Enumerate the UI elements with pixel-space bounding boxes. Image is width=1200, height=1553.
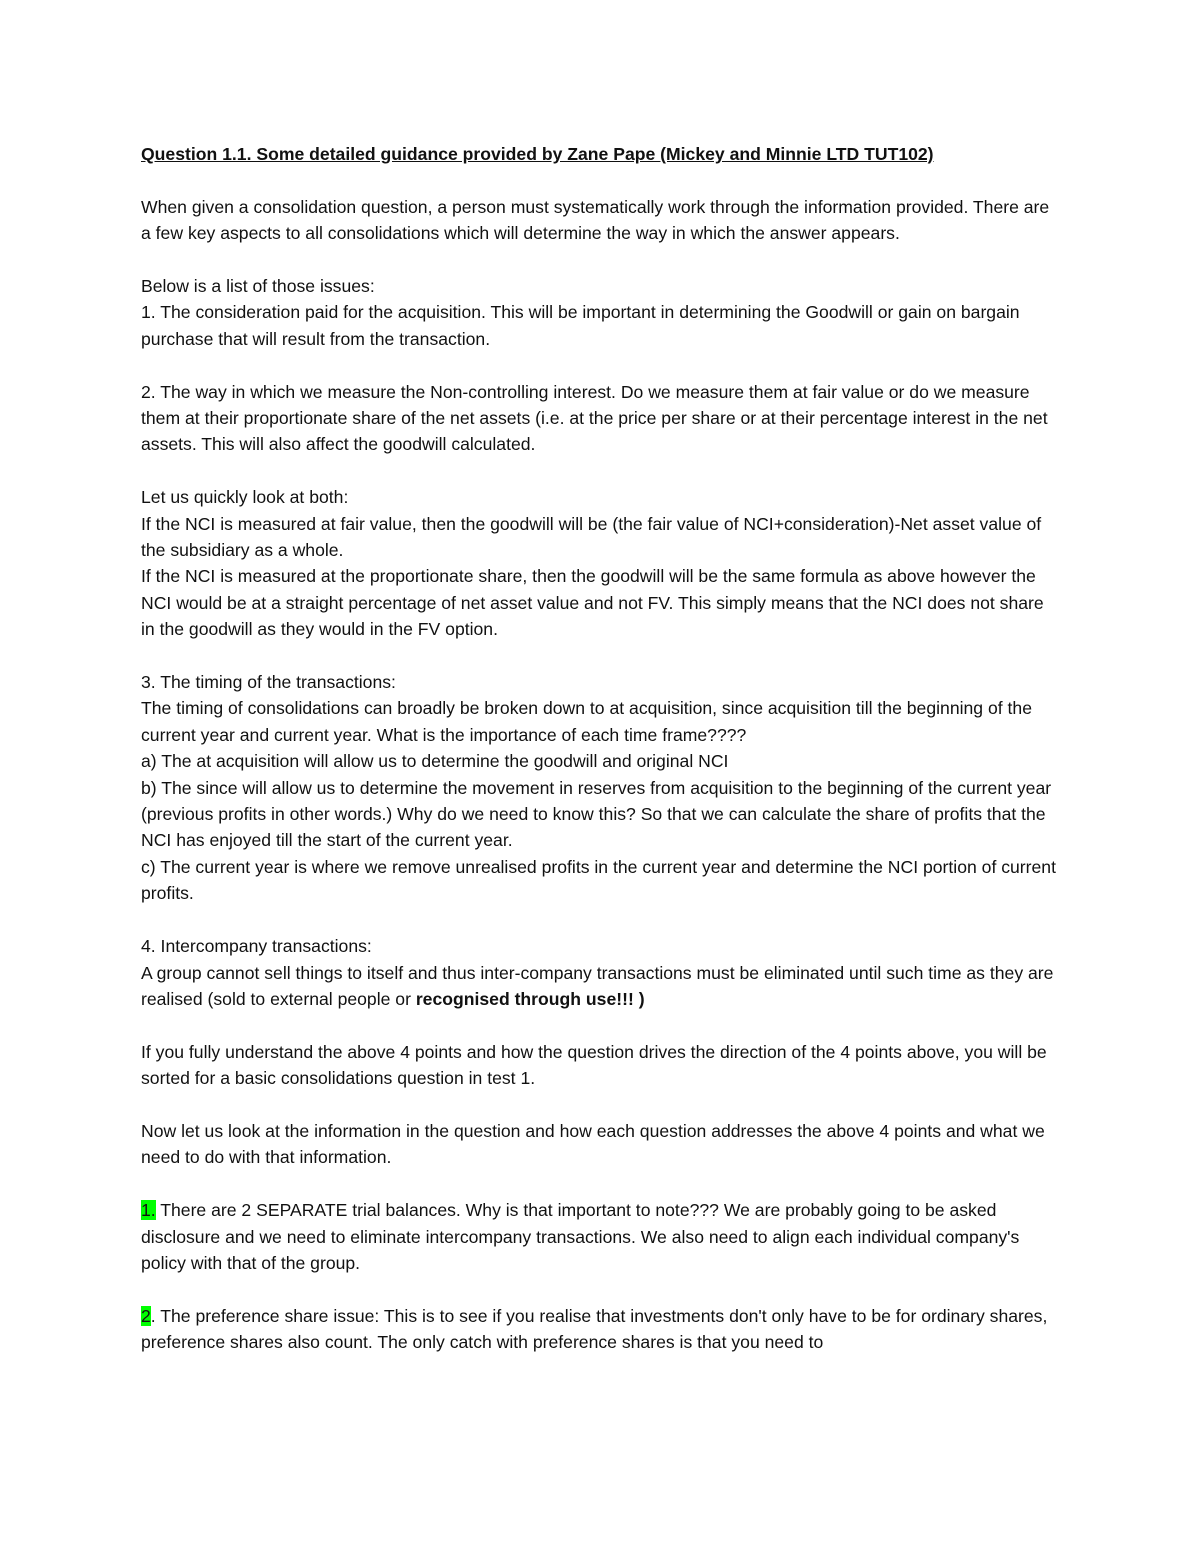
- point-4-body: [141, 960, 1061, 1013]
- spacer: [141, 1092, 1061, 1118]
- point-4-text: A group cannot sell things to itself and thus inter-company transactions must be eliminated until such time as they are realised (sold to external people or: [141, 962, 1054, 1009]
- spacer: [141, 907, 1061, 933]
- point-3-heading: 3. The timing of the transactions:: [141, 672, 396, 693]
- point-3-body: The timing of consolidations can broadly be broken down to at acquisition, since acquisition till the beginning of the current year and current year. What is the importance of each time frame????: [141, 698, 1032, 745]
- nci-fair-value: If the NCI is measured at fair value, then the goodwill will be (the fair value of NCI+consideration)-Net asset value of the subsidiary as a whole.: [141, 513, 1042, 561]
- intro-paragraph: When given a consolidation question, a person must systematically work through the information provided. There are a few key aspects to all consolidations which will determine the way in which the answer appears.: [141, 196, 1050, 244]
- spacer: [141, 1171, 1061, 1197]
- question-point-1-text: There are 2 SEPARATE trial balances. Why is that important to note??? We are probably going to be asked disclosure and we need to eliminate intercompany transactions. We also need to align each individual company's policy with that of the group.: [141, 1200, 1020, 1273]
- highlight-marker-1: 1.: [141, 1200, 156, 1221]
- spacer: [141, 352, 1061, 378]
- point-3-c: c) The current year is where we remove unrealised profits in the current year and determine the NCI portion of current profits.: [141, 856, 1056, 904]
- spacer: [141, 1012, 1061, 1038]
- question-point-2-text: . The preference share issue: This is to see if you realise that investments don't only have to be for ordinary shares, preference shares also count. The only catch with preference shares is that you need to: [141, 1305, 1048, 1353]
- question-point-1: [141, 1197, 1061, 1276]
- point-3-a: a) The at acquisition will allow us to determine the goodwill and original NCI: [141, 751, 729, 772]
- spacer: [141, 458, 1061, 484]
- document-page: [141, 141, 1061, 1356]
- both-intro: Let us quickly look at both:: [141, 487, 349, 508]
- document-title: Question 1.1. Some detailed guidance provided by Zane Pape (Mickey and Minnie LTD TUT102): [141, 144, 934, 164]
- now-paragraph: Now let us look at the information in the question and how each question addresses the above 4 points and what we need to do with that information.: [141, 1120, 1045, 1168]
- spacer: [141, 1276, 1061, 1302]
- point-1: 1. The consideration paid for the acquisition. This will be important in determining the Goodwill or gain on bargain purchase that will result from the transaction.: [141, 302, 1020, 349]
- spacer: [141, 247, 1061, 273]
- question-point-2: [141, 1303, 1061, 1356]
- understand-paragraph: If you fully understand the above 4 points and how the question drives the direction of the 4 points above, you will be sorted for a basic consolidations question in test 1.: [141, 1041, 1047, 1089]
- point-3-b: b) The since will allow us to determine the movement in reserves from acquisition to the beginning of the current year (previous profits in other words.) Why do we need to know this? So that we can calculate the share of profits that the NCI has enjoyed till the start of the current year.: [141, 777, 1052, 851]
- highlight-marker-2: 2: [141, 1305, 151, 1326]
- spacer: [141, 167, 1061, 193]
- nci-proportionate: If the NCI is measured at the proportionate share, then the goodwill will be the same formula as above however the NCI would be at a straight percentage of net asset value and not FV. This simply means that the NCI does not share in the goodwill as they would in the FV option.: [141, 566, 1044, 640]
- point-2: 2. The way in which we measure the Non-controlling interest. Do we measure them at fair value or do we measure them at their proportionate share of the net assets (i.e. at the price per share or at their percentage interest in the net assets. This will also affect the goodwill calculated.: [141, 381, 1048, 455]
- spacer: [141, 643, 1061, 669]
- point-4-heading: 4. Intercompany transactions:: [141, 936, 372, 957]
- point-4-emphasis: recognised through use!!! ): [415, 988, 645, 1009]
- list-intro: Below is a list of those issues:: [141, 276, 375, 296]
